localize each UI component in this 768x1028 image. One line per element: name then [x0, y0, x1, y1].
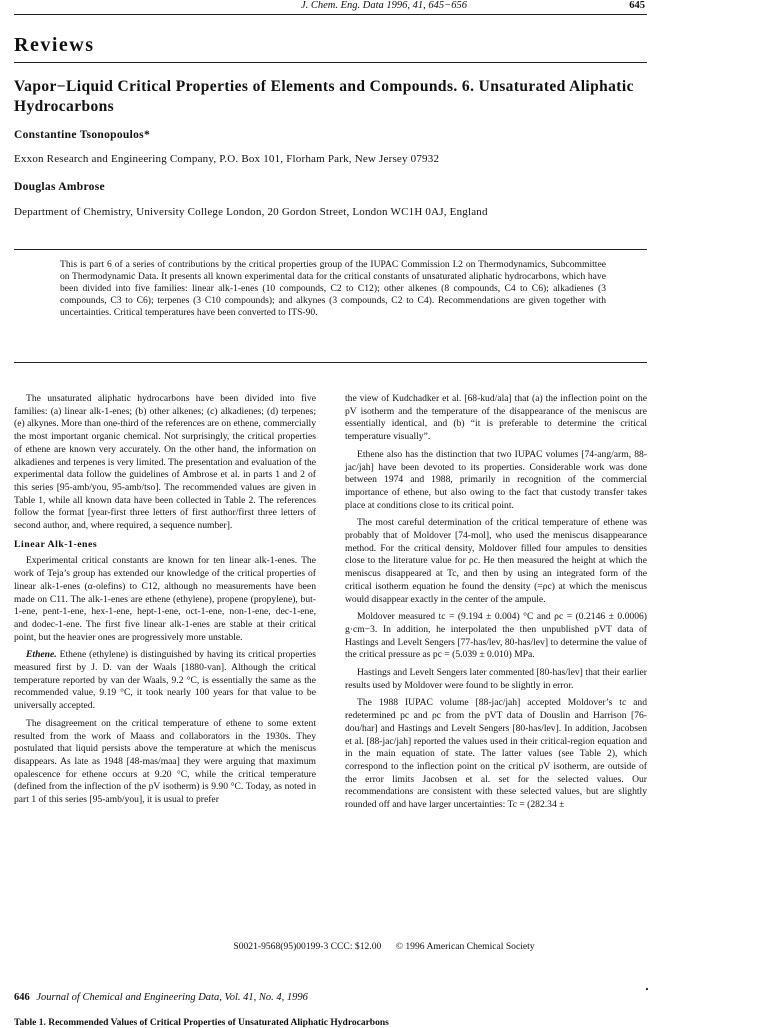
section-heading: Reviews	[14, 34, 95, 56]
footer-code: S0021-9568(95)00199-3 CCC: $12.00	[233, 941, 382, 952]
body-column-left	[14, 393, 316, 807]
table-caption: Table 1. Recommended Values of Critical Properties of Unsaturated Aliphatic Hydrocarbons	[14, 1018, 389, 1028]
journal-header: J. Chem. Eng. Data 1996, 41, 645−656	[300, 0, 468, 11]
ethene-paragraph	[14, 649, 316, 713]
disagreement-paragraph: The disagreement on the critical temperature of ethene to some extent resulted from the work of Maass and collaborators in the 1930s. They postulated that liquid persists above the temperature at which the meniscus disappears. As late as 1948 [48-mas/maa] they were arguing that maximum opalescence for ethene occurs at 9.20 °C, while the critical temperature (defined from the inflection of the pV isotherm) is 9.90 °C. Today, as noted in part 1 of this series [95-amb/you], it is usual to prefer	[14, 717, 316, 806]
ethene-run-in-heading: Ethene.	[26, 649, 57, 661]
body-column-right	[345, 393, 647, 812]
moldover-paragraph: The most careful determination of the critical temperature of ethene was probably that of Moldover [74-mol], who used the meniscus disappearance method. For the critical density, Moldover filled four ampules to densities close to the literature value for ρc. He then measured the height at which the meniscus disappeared at Tc, and then by using an integrated form of the critical isotherm equation he found the density (=ρc) at which the meniscus would disappear exactly in the center of the ampule.	[345, 517, 647, 605]
next-page-header	[14, 992, 308, 1003]
next-page-number: 646	[14, 992, 30, 1003]
intro-paragraph: The unsaturated aliphatic hydrocarbons have been divided into five families: (a) linear alk-1-enes; (b) other alkenes; (c) alkadienes; (d) terpenes; (e) alkynes. More than one-third of the references are on ethene, commercially the most important organic chemical. Not surprisingly, the critical properties of ethene are known very accurately. On the other hand, the information on alkadienes and terpenes is very limited. The presentation and evaluation of the experimental data follow the guidelines of Ambrose et al. in parts 1 and 2 of this series [95-amb/you, 95-amb/tso]. The recommended values are given in Table 1, while all known data have been collected in Table 2. The references follow the format [year-first three letters of first author/first three letters of second author, and, where required, a sequence number].	[14, 393, 316, 532]
next-page-journal: Journal of Chemical and Engineering Data, Vol. 41, No. 4, 1996	[36, 992, 308, 1003]
alkenes-paragraph: Experimental critical constants are known for ten linear alk-1-enes. The work of Teja’s group has extended our knowledge of the critical properties of linear alk-1-enes (α-olefins) to C12, although no measurements have been made on C11. The alk-1-enes are ethene (ethylene), propene (propylene), but-1-ene, pent-1-ene, hex-1-ene, hept-1-ene, oct-1-ene, non-1-ene, dec-1-ene, and dodec-1-ene. The first five linear alk-1-enes are stable at their critical point, but the heavier ones are progressively more unstable.	[14, 555, 316, 643]
section-rule	[14, 62, 647, 63]
abstract: This is part 6 of a series of contributions by the critical properties group of the IUPAC Commission I.2 on Thermodynamics, Subcommittee on Thermodynamic Data. It presents all known experimental data for the critical constants of unsaturated aliphatic hydrocarbons, which have been divided into five families: linear alk-1-enes (10 compounds, C2 to C12); other alkenes (8 compounds, C4 to C6); alkadienes (3 compounds, C3 to C6); terpenes (3 C10 compounds); and alkynes (3 compounds, C2 to C4). Recommendations are given together with uncertainties. Critical temperatures have been converted to ITS-90.	[60, 259, 606, 319]
footer-copyright: © 1996 American Chemical Society	[395, 941, 535, 952]
iupac-1988-paragraph: The 1988 IUPAC volume [88-jac/jah] accepted Moldover’s tc and redetermined pc and ρc from the pVT data of Douslin and Harrison [76-dou/har] and Hastings and Levelt Sengers [80-has/lev]. In addition, Jacobsen et al. [88-jac/jah] reported the values used in their critical-region equation and in the main equation of state. The latter values (see Table 2), which correspond to the inflection point on the critical pV isotherm, are outside of the error limits Jacobsen et al. set for the selected values. Our recommendations are consistent with these selected values, but are slightly rounded off and have larger uncertainties: Tc = (282.34 ±	[345, 697, 647, 811]
footer	[0, 941, 768, 952]
author-2: Douglas Ambrose	[14, 181, 105, 193]
iupac-paragraph: Ethene also has the distinction that two IUPAC volumes [74-ang/arm, 88-jac/jah] have been devoted to its properties. Considerable work was done between 1974 and 1988, primarily in recognition of the commercial importance of ethene, but also owing to the fact that custody transfer takes place at conditions close to its critical point.	[345, 448, 647, 511]
kudchadker-paragraph: the view of Kudchadker et al. [68-kud/ala] that (a) the inflection point on the pV isotherm and the temperature of the disappearance of the meniscus are essentially identical, and (b) “it is preferable to determine the critical temperature visually”.	[345, 393, 647, 443]
affiliation-2: Department of Chemistry, University College London, 20 Gordon Street, London WC1H 0AJ, England	[14, 206, 488, 218]
ethene-paragraph-text: Ethene (ethylene) is distinguished by having its critical properties measured first by J. D. van der Waals [1880-van]. Although the critical temperature reported by van der Waals, 9.2 °C, is essentially the same as the recommended value, 9.19 °C, it took nearly 100 years for that value to be universally accepted.	[14, 649, 316, 712]
moldover-values-paragraph: Moldover measured tc = (9.194 ± 0.004) °C and ρc = (0.2146 ± 0.0006) g·cm−3. In addition, he interpolated the then unpublished pVT data of Hastings and Levelt Sengers [77-has/lev, 80-has/lev] to determine the value of the critical pressure as pc = (5.039 ± 0.010) MPa.	[345, 611, 647, 661]
subsection-heading: Linear Alk-1-enes	[14, 538, 98, 550]
abstract-bottom-rule	[14, 362, 647, 363]
page-number: 645	[629, 0, 645, 11]
hastings-paragraph: Hastings and Levelt Sengers later commented [80-has/lev] that their earlier results used by Moldover were found to be slightly in error.	[345, 667, 647, 691]
affiliation-1: Exxon Research and Engineering Company, P.O. Box 101, Florham Park, New Jersey 07932	[14, 153, 440, 165]
scan-mark	[646, 988, 648, 990]
header-rule	[14, 14, 647, 15]
author-1: Constantine Tsonopoulos*	[14, 129, 150, 141]
abstract-top-rule	[14, 249, 647, 250]
article-title: Vapor−Liquid Critical Properties of Elements and Compounds. 6. Unsaturated Aliphatic Hydrocarbons	[14, 78, 634, 115]
